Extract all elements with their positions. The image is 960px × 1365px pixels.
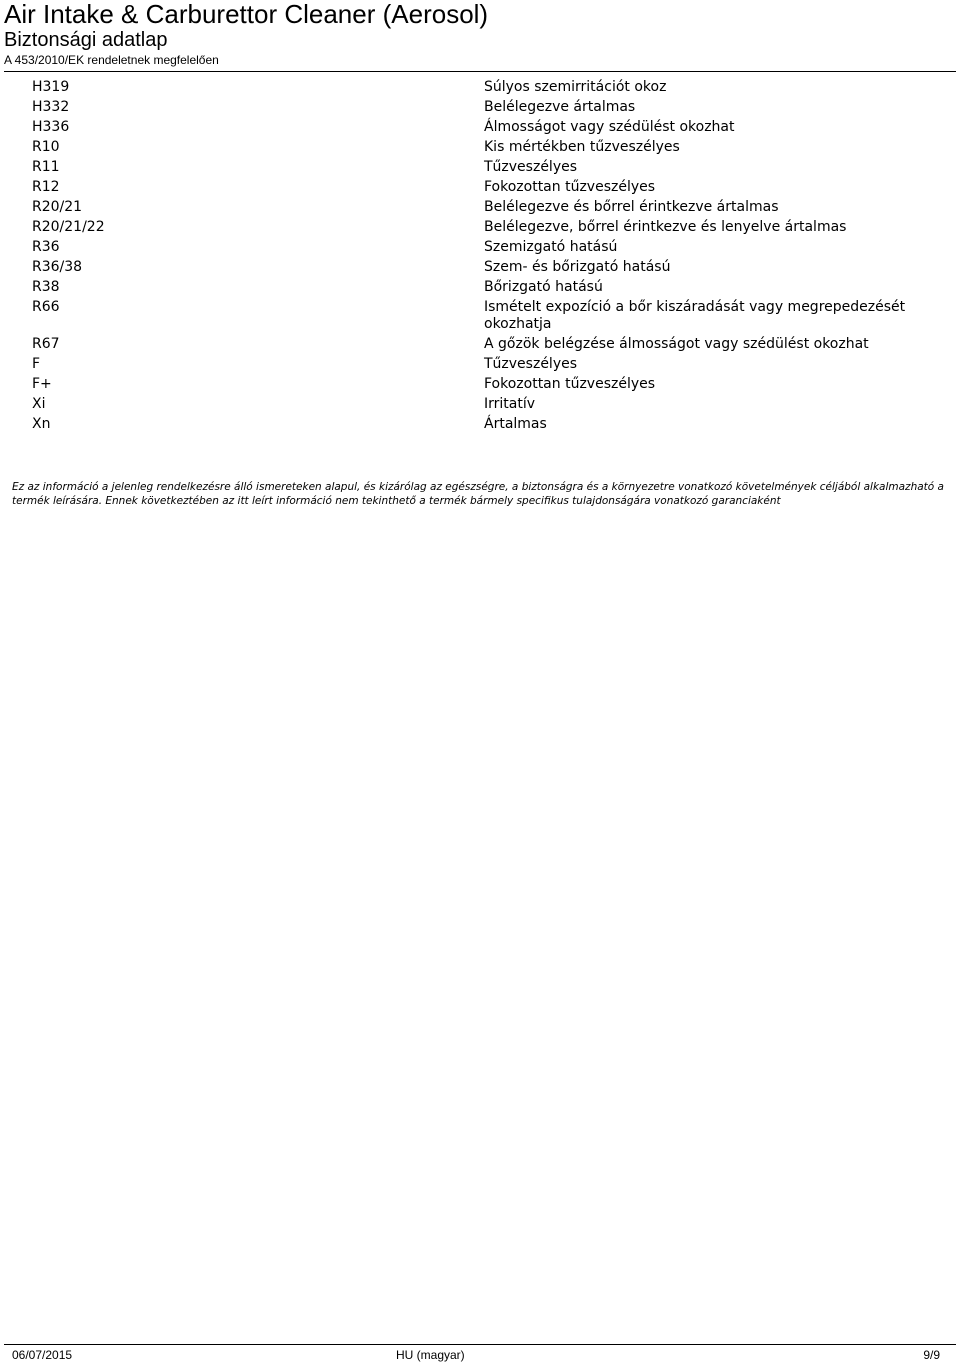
phrase-code: R66	[32, 299, 60, 315]
phrase-code: R20/21/22	[32, 219, 105, 235]
phrase-code: R11	[32, 159, 60, 175]
phrase-code: H332	[32, 99, 70, 115]
table-row	[32, 217, 932, 237]
phrase-text: Szem- és bőrizgató hatású	[484, 258, 671, 275]
phrase-text: Belélegezve és bőrrel érintkezve ártalmas	[484, 198, 779, 215]
phrase-text: Ártalmas	[484, 415, 547, 432]
phrase-code: H336	[32, 119, 70, 135]
phrase-code: H319	[32, 79, 70, 95]
phrase-text: A gőzök belégzése álmosságot vagy szédülést okozhat	[484, 335, 869, 352]
phrase-code: R12	[32, 179, 60, 195]
table-row	[32, 334, 932, 354]
phrase-code: Xi	[32, 396, 46, 412]
table-row	[32, 277, 932, 297]
phrase-code: R20/21	[32, 199, 83, 215]
phrase-code: Xn	[32, 416, 51, 432]
regulation-reference: A 453/2010/EK rendeletnek megfelelően	[4, 53, 219, 67]
table-row	[32, 354, 932, 374]
phrase-text: Tűzveszélyes	[484, 158, 578, 175]
phrase-text: Ismételt expozíció a bőr kiszáradását vagy megrepedezését okozhatja	[484, 298, 906, 332]
disclaimer-text: Ez az információ a jelenleg rendelkezésre álló ismereteken alapul, és kizárólag az egészségre, a biztonságra és a környezetre vonatkozó követelmények céljából alkalmazható a termék leírására. Ennek következtében az itt leírt információ nem tekinthető a termék bármely specifikus tulajdonságára vonatkozó garanciaként	[12, 481, 944, 507]
footer-divider	[4, 1344, 956, 1345]
table-row	[32, 374, 932, 394]
phrase-text: Belélegezve ártalmas	[484, 98, 636, 115]
phrase-code: R36	[32, 239, 60, 255]
phrase-text: Fokozottan tűzveszélyes	[484, 178, 656, 195]
document-subtitle: Biztonsági adatlap	[4, 29, 168, 51]
table-row	[32, 414, 932, 434]
table-row	[32, 77, 932, 97]
phrase-code: R38	[32, 279, 60, 295]
document-title: Air Intake & Carburettor Cleaner (Aerosol)	[4, 0, 489, 29]
phrase-text: Súlyos szemirritációt okoz	[484, 78, 667, 95]
phrase-text: Irritatív	[484, 395, 536, 412]
table-row	[32, 297, 932, 334]
document-header	[4, 0, 956, 68]
phrase-code: R67	[32, 336, 60, 352]
phrase-text: Álmosságot vagy szédülést okozhat	[484, 118, 735, 135]
table-row	[32, 237, 932, 257]
phrase-text: Fokozottan tűzveszélyes	[484, 375, 656, 392]
table-row	[32, 257, 932, 277]
revision-date: 06/07/2015	[12, 1348, 73, 1362]
phrase-code: F+	[32, 376, 52, 392]
page-number: 9/9	[923, 1348, 940, 1362]
table-row	[32, 177, 932, 197]
table-row	[32, 394, 932, 414]
phrase-text: Belélegezve, bőrrel érintkezve és lenyelve ártalmas	[484, 218, 847, 235]
hazard-phrase-table	[32, 77, 932, 434]
header-divider	[4, 71, 956, 72]
table-row	[32, 97, 932, 117]
phrase-code: R36/38	[32, 259, 83, 275]
table-row	[32, 197, 932, 217]
phrase-code: F	[32, 356, 41, 372]
table-row	[32, 157, 932, 177]
phrase-text: Kis mértékben tűzveszélyes	[484, 138, 680, 155]
table-row	[32, 137, 932, 157]
phrase-text: Szemizgató hatású	[484, 238, 618, 255]
document-language: HU (magyar)	[396, 1348, 465, 1362]
document-footer	[0, 1347, 960, 1363]
phrase-text: Tűzveszélyes	[484, 355, 578, 372]
table-row	[32, 117, 932, 137]
phrase-code: R10	[32, 139, 60, 155]
phrase-text: Bőrizgató hatású	[484, 278, 603, 295]
